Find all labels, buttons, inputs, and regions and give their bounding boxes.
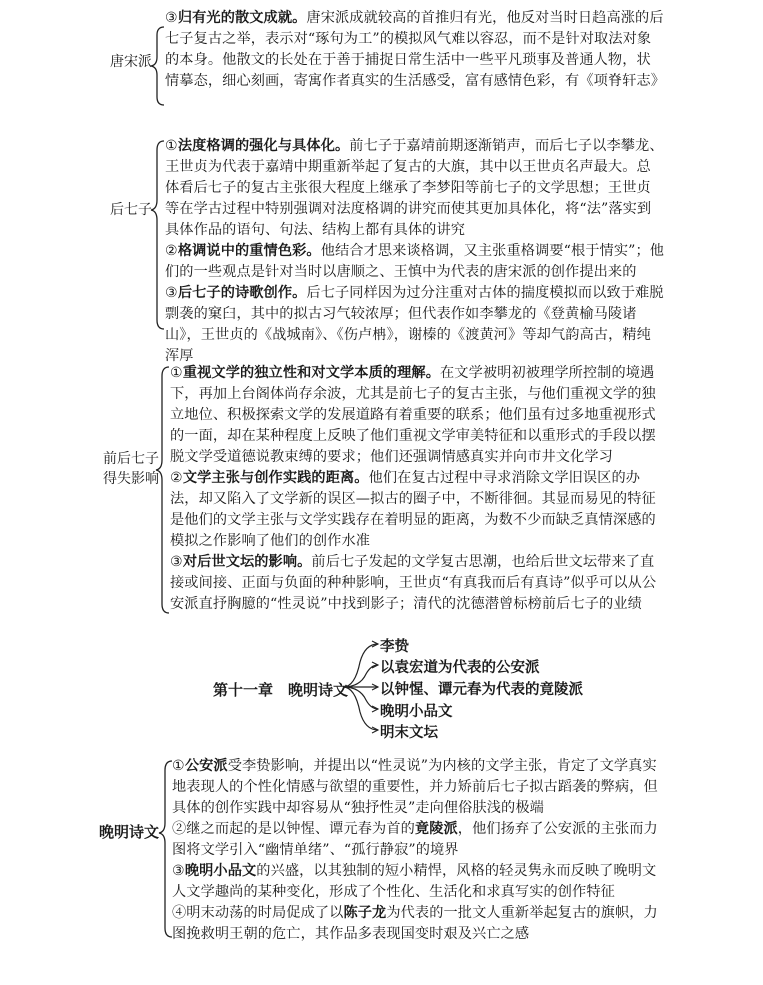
- section-label-line-2: 得失影响: [103, 471, 159, 487]
- chapter-mindmap: [0, 632, 763, 742]
- item-list-deshi: [170, 363, 665, 615]
- brace-tang-song: [150, 26, 166, 106]
- mindmap-branch: 以袁宏道为代表的公安派: [380, 659, 540, 676]
- list-item: ③晚明小品文的兴盛，以其独制的短小精悍，风格的轻灵隽永而反映了晚明文人文学趣尚的某种变化，形成了个性化、生活化和求真写实的创作特征: [172, 863, 657, 900]
- list-item: ②格调说中的重情色彩。他结合才思来谈格调，又主张重格调要“根于情实”；他们的一些观点是针对当时以唐顺之、王慎中为代表的唐宋派的创作提出来的: [165, 243, 665, 280]
- section-label-tang-song: 唐宋派: [110, 54, 152, 70]
- list-item: ②继之而起的是以钟惺、谭元春为首的竟陵派，他们扬弃了公安派的主张而力图将文学引入“幽情单绪”、“孤行静寂”的境界: [172, 821, 658, 858]
- list-item: ①重视文学的独立性和对文学本质的理解。在文学被明初被理学所控制的境遇下，再加上台阁体尚存余波，尤其是前七子的复古主张，与他们重视文学的独立地位、积极探索文学的发展道路有着重要的联系；他们虽有过多地重视形式的一面，却在某种程度上反映了他们重视文学审美特征和以重形式的手段以摆脱文学受道德说教束缚的要求；他们还强调情感真实并向市井文化学习: [170, 365, 656, 465]
- mindmap-branch: 以钟惺、谭元春为代表的竟陵派: [380, 681, 583, 698]
- item-list-wanming: [172, 756, 665, 945]
- section-label-wanming: 晚明诗文: [98, 823, 159, 841]
- list-item: ③后七子的诗歌创作。后七子同样因为过分注重对古体的揣度模拟而以致于难脱剽袭的窠臼，其中的拟古习气较浓厚；但代表作如李攀龙的《登黄榆马陵诸山》，王世贞的《战城南》、《伤卢柟》，谢榛的《渡黄河》等却气韵高古，精纯浑厚: [165, 285, 664, 364]
- list-item: ①公安派受李贽影响，并提出以“性灵说”为内核的文学主张，肯定了文学真实地表现人的个性化情感与欲望的重要性，并力矫前后七子拟古蹈袭的弊病，但具体的创作实践中却容易从“独抒性灵”走向俚俗肤浅的极端: [172, 758, 658, 816]
- brace-hou-qizi: [150, 140, 166, 330]
- mindmap-branch: 明末文坛: [380, 724, 438, 741]
- list-item: ②文学主张与创作实践的距离。他们在复古过程中寻求消除文学旧误区的办法，却又陷入了文学新的误区—拟古的圈子中，不断徘徊。其显而易见的特征是他们的文学主张与文学实践存在着明显的距离，为数不少而缺乏真情深感的模拟之作影响了他们的创作水准: [170, 470, 656, 549]
- list-item: ③归有光的散文成就。唐宋派成就较高的首推归有光，他反对当时日趋高涨的后七子复古之举，表示对“琢句为工”的模拟风气难以容忍，而不是针对取法对象的本身。他散文的长处在于善于捕捉日常生活中一些平凡琐事及普通人物，状情摹态，细心刻画，寄寓作者真实的生活感受，富有感情色彩，有《项脊轩志》: [165, 10, 666, 89]
- list-item: ①法度格调的强化与具体化。前七子于嘉靖前期逐渐销声，而后七子以李攀龙、王世贞为代表于嘉靖中期重新举起了复古的大旗，其中以王世贞名声最大。总体看后七子的复古主张很大程度上继承了李梦阳等前七子的文学思想；王世贞等在学古过程中特别强调对法度格调的讲究而使其更加具体化，将“法”落实到具体作品的语句、句法、结构上都有具体的讲究: [165, 138, 664, 238]
- brace-deshi: [155, 366, 171, 614]
- section-label-line-1: 前后七子: [103, 451, 159, 467]
- section-label-deshi: [100, 449, 162, 489]
- item-list-tang-song: [165, 8, 665, 92]
- mindmap-root: 第十一章 晚明诗文: [213, 681, 349, 699]
- mindmap-branch: 李贽: [380, 638, 409, 655]
- mindmap-branch: 晚明小品文: [380, 703, 453, 720]
- section-label-hou-qizi: 后七子: [110, 202, 152, 218]
- item-list-hou-qizi: [165, 136, 665, 367]
- list-item: ③对后世文坛的影响。前后七子发起的文学复古思潮，也给后世文坛带来了直接或间接、正面与负面的种种影响，王世贞“有真我而后有真诗”似乎可以从公安派直抒胸臆的“性灵说”中找到影子；清代的沈德潜曾标榜前后七子的业绩: [170, 554, 657, 612]
- list-item: ④明末动荡的时局促成了以陈子龙为代表的一批文人重新举起复古的旗帜，力图挽救明王朝的危亡，其作品多表现国变时艰及兴亡之感: [172, 905, 658, 942]
